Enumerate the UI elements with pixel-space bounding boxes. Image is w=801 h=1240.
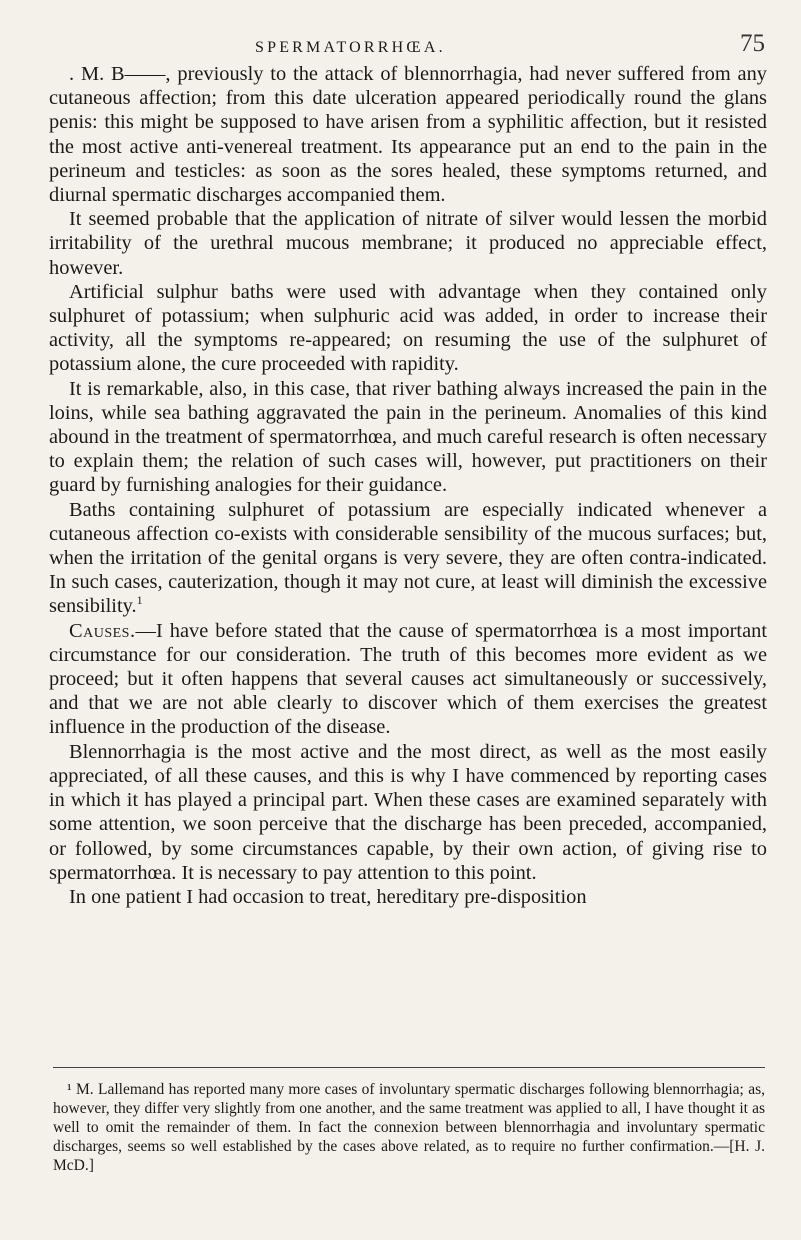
- paragraph: It is remarkable, also, in this case, that river bathing always increased the pain in the loins, while sea bathing aggravated the pain in the perineum. Anomalies of this kind abound in the treatment of spermatorrhœa, and much careful research is often necessary to explain them; the relation of such cases will, however, put practitioners on their guard by furnishing analogies for their guidance.: [49, 377, 767, 497]
- footnote-divider: [53, 1067, 765, 1068]
- paragraph: It seemed probable that the application of nitrate of silver would lessen the morbid irritability of the urethral mucous membrane; it produced no appreciable effect, however.: [49, 208, 767, 279]
- body-text: [49, 62, 767, 909]
- section-heading: Causes.: [69, 619, 136, 642]
- footnote-reference: 1: [136, 593, 143, 608]
- page-header: [255, 30, 765, 64]
- paragraph: [49, 619, 767, 740]
- paragraph: [49, 498, 767, 619]
- page-number: 75: [740, 30, 765, 57]
- running-head: SPERMATORRHŒA.: [255, 39, 446, 56]
- footnote: ¹ M. Lallemand has reported many more cases of involuntary spermatic discharges following blennorrhagia; as, however, they differ very slightly from one another, and the same treatment was applied to all, I have thought it as well to omit the remainder of them. In fact the connexion between blennorrhagia and involuntary spermatic discharges, seems so well established by the cases above related, as to require no further confirmation.—[H. J. McD.]: [53, 1081, 765, 1174]
- paragraph-text: Baths containing sulphuret of potassium are especially indicated whenever a cutaneous affection co-exists with considerable sensibility of the mucous surfaces; but, when the irritation of the genital organs is very severe, they are often contra-indicated. In such cases, cauterization, though it may not cure, at least will diminish the excessive sensibility.: [49, 498, 767, 618]
- paragraph: Artificial sulphur baths were used with advantage when they contained only sulphuret of potassium; when sulphuric acid was added, in order to increase their activity, all the symptoms re-appeared; on resuming the use of the sulphuret of potassium alone, the cure proceeded with rapidity.: [49, 280, 767, 376]
- paragraph: Blennorrhagia is the most active and the most direct, as well as the most easily appreciated, of all these causes, and this is why I have commenced by reporting cases in which it has played a principal part. When these cases are examined separately with some attention, we soon perceive that the discharge has been preceded, accompanied, or followed, by some circumstances capable, by their own action, of giving rise to spermatorrhœa. It is necessary to pay attention to this point.: [49, 740, 767, 884]
- paragraph: . M. B——, previously to the attack of blennorrhagia, had never suffered from any cutaneous affection; from this date ulceration appeared periodically round the glans penis: this might be supposed to have arisen from a syphilitic affection, but it resisted the most active anti-venereal treatment. Its appearance put an end to the pain in the perineum and testicles: as soon as the sores healed, these symptoms returned, and diurnal spermatic discharges accompanied them.: [49, 63, 767, 207]
- paragraph-text: —I have before stated that the cause of spermatorrhœa is a most important circumstance for our consideration. The truth of this becomes more evident as we proceed; but it often happens that several causes act simultaneously or successively, and that we are not able clearly to discover which of them exercises the greatest influence in the production of the disease.: [49, 619, 767, 739]
- paragraph: In one patient I had occasion to treat, hereditary pre-disposition: [69, 885, 587, 908]
